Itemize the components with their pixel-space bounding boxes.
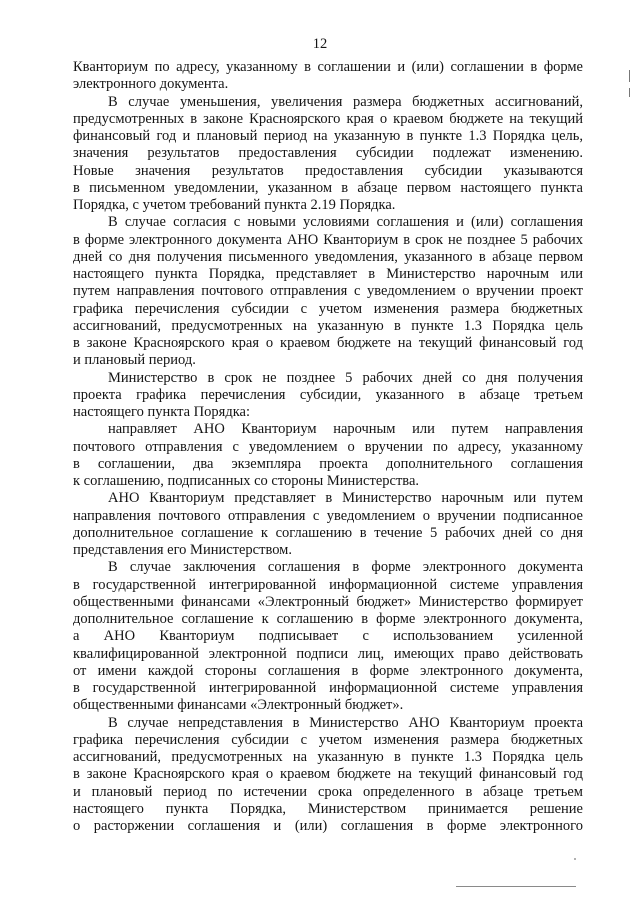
paragraph-line: в соглашении, два экземпляра проекта дополнительного соглашения	[73, 455, 583, 472]
paragraph-line: почтового отправления с уведомлением о вручении по адресу, указанному	[73, 438, 583, 455]
paragraph-line: электронного документа.	[73, 76, 229, 93]
paragraph-line: в государственной интегрированной информационной системе управления	[73, 680, 583, 696]
paragraph-line: финансовый год и плановый период на указанную в пункте 1.3 Порядка цель,	[73, 128, 583, 144]
paragraph-line: направляет АНО Кванториум нарочным или путем направления	[108, 421, 583, 438]
paragraph	[73, 421, 583, 490]
paragraph-line: общественными финансами «Электронный бюджет».	[73, 697, 404, 714]
paragraph-line: Кванториум по адресу, указанному в соглашении и (или) соглашении в форме	[73, 59, 583, 75]
paragraph-line: общественными финансами «Электронный бюджет» Министерство формирует	[73, 593, 583, 610]
paragraph-line: и плановый период по истечении срока определенного в абзаце третьем	[73, 783, 583, 800]
document-body	[73, 59, 583, 835]
paragraph	[73, 370, 583, 422]
paragraph-line: в форме электронного документа АНО Кванториум в срок не позднее 5 рабочих	[73, 231, 583, 248]
paragraph-line: а АНО Кванториум подписывает с использованием усиленной	[73, 628, 583, 645]
paragraph-line: В случае заключения соглашения в форме электронного документа	[108, 559, 583, 576]
paragraph-line: дней со дня получения письменного уведомления, указанного в абзаце первом	[73, 248, 583, 265]
paragraph-line: ассигнований, предусмотренных на указанную в пункте 1.3 Порядка цель	[73, 317, 583, 334]
paragraph-line: В случае непредставления в Министерство АНО Кванториум проекта	[108, 714, 583, 731]
scan-margin-mark	[629, 88, 631, 97]
paragraph-line: квалифицированной электронной подписи лиц, имеющих право действовать	[73, 645, 583, 662]
paragraph-line: в законе Красноярского края о краевом бюджете на текущий финансовый год	[73, 766, 583, 783]
paragraph	[73, 559, 583, 714]
paragraph-line: настоящего пункта Порядка:	[73, 404, 250, 420]
paragraph	[73, 59, 583, 94]
scan-speck	[574, 858, 576, 860]
paragraph-line: о расторжении соглашения и (или) соглашения в форме электронного	[73, 818, 583, 834]
paragraph-line: предусмотренных в законе Красноярского края о краевом бюджете на текущий	[73, 110, 583, 127]
paragraph	[73, 715, 583, 836]
paragraph-line: В случае уменьшения, увеличения размера бюджетных ассигнований,	[108, 93, 583, 110]
paragraph-line: дополнительное соглашение к соглашению в форме электронного документа,	[73, 611, 583, 627]
paragraph-line: ассигнований, предусмотренных на указанную в пункте 1.3 Порядка цель	[73, 749, 583, 765]
footer-rule	[456, 886, 576, 887]
paragraph-line: представления его Министерством.	[73, 542, 292, 558]
paragraph-line: Новые значения результатов предоставления субсидии указываются	[73, 162, 583, 179]
paragraph-line: Министерство в срок не позднее 5 рабочих дней со дня получения	[108, 369, 583, 386]
paragraph-line: направления почтового отправления с уведомлением о вручении подписанное	[73, 507, 583, 524]
paragraph-line: Порядка, с учетом требований пункта 2.19 Порядка.	[73, 197, 396, 213]
paragraph-line: настоящего пункта Порядка, представляет в Министерство нарочным или	[73, 266, 583, 282]
paragraph	[73, 94, 583, 215]
paragraph-line: графика перечисления субсидии с учетом изменения размера бюджетных	[73, 300, 583, 317]
paragraph-line: В случае согласия с новыми условиями соглашения и (или) соглашения	[108, 214, 583, 231]
paragraph-line: настоящего пункта Порядка, Министерством принимается решение	[73, 800, 583, 817]
paragraph-line: к соглашению, подписанных со стороны Министерства.	[73, 473, 420, 489]
paragraph-line: от имени каждой стороны соглашения в форме электронного документа,	[73, 662, 583, 679]
paragraph-line: графика перечисления субсидии с учетом изменения размера бюджетных	[73, 731, 583, 748]
scan-margin-mark	[629, 70, 631, 82]
paragraph	[73, 214, 583, 369]
paragraph-line: в государственной интегрированной информационной системе управления	[73, 576, 583, 593]
paragraph-line: значения результатов предоставления субсидии подлежат изменению.	[73, 145, 583, 162]
paragraph-line: в письменном уведомлении, указанном в абзаце первом настоящего пункта	[73, 179, 583, 196]
paragraph-line: АНО Кванториум представляет в Министерство нарочным или путем	[108, 490, 583, 507]
page-number: 12	[312, 36, 328, 52]
paragraph-line: проекта графика перечисления субсидии, указанного в абзаце третьем	[73, 386, 583, 403]
paragraph-line: дополнительное соглашение к соглашению в течение 5 рабочих дней со дня	[73, 524, 583, 541]
paragraph-line: путем направления почтового отправления с уведомлением о вручении проект	[73, 283, 583, 300]
paragraph-line: и плановый период.	[73, 352, 196, 369]
paragraph-line: в законе Красноярского края о краевом бюджете на текущий финансовый год	[73, 335, 583, 351]
paragraph	[73, 490, 583, 559]
